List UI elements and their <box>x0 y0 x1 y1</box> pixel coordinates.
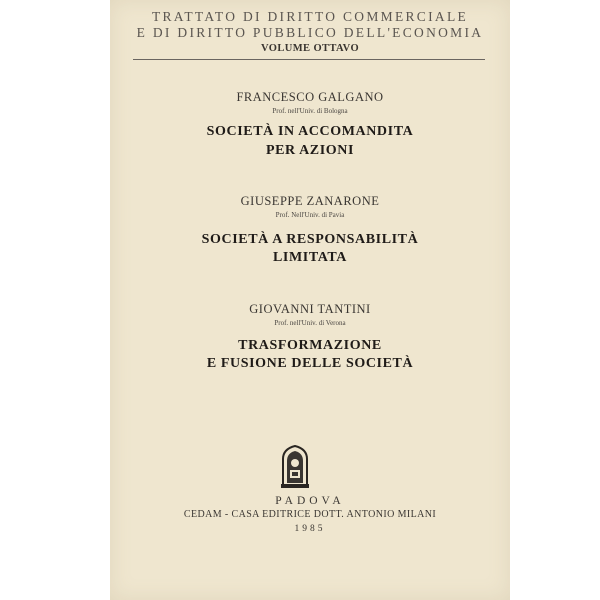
publication-year: 1985 <box>294 524 326 534</box>
author-affiliation: Prof. nell'Univ. di Bologna <box>272 107 348 115</box>
title-page <box>110 0 510 600</box>
work-title-line-2: PER AZIONI <box>265 143 355 158</box>
author-name: GIOVANNI TANTINI <box>249 302 371 316</box>
work-title-line-1: SOCIETÀ A RESPONSABILITÀ <box>201 232 419 247</box>
author-name: GIUSEPPE ZANARONE <box>240 194 380 208</box>
work-title-line-2: E FUSIONE DELLE SOCIETÀ <box>206 356 414 371</box>
publisher-city: PADOVA <box>275 495 345 507</box>
publisher-emblem-icon <box>279 443 311 489</box>
work-title-line-2: LIMITATA <box>272 250 348 265</box>
header-rule <box>133 59 485 60</box>
series-title-line-1: TRATTATO DI DIRITTO COMMERCIALE <box>151 9 469 24</box>
volume-label: VOLUME OTTAVO <box>260 43 360 54</box>
work-title-line-1: TRASFORMAZIONE <box>238 338 382 353</box>
series-title-line-2: E DI DIRITTO PUBBLICO DELL'ECONOMIA <box>136 25 484 40</box>
work-title-line-1: SOCIETÀ IN ACCOMANDITA <box>206 124 414 139</box>
publisher-name: CEDAM - CASA EDITRICE DOTT. ANTONIO MILANI <box>183 509 437 520</box>
author-affiliation: Prof. nell'Univ. di Verona <box>274 319 346 327</box>
author-name: FRANCESCO GALGANO <box>236 90 384 104</box>
author-affiliation: Prof. Nell'Univ. di Pavia <box>275 211 345 219</box>
